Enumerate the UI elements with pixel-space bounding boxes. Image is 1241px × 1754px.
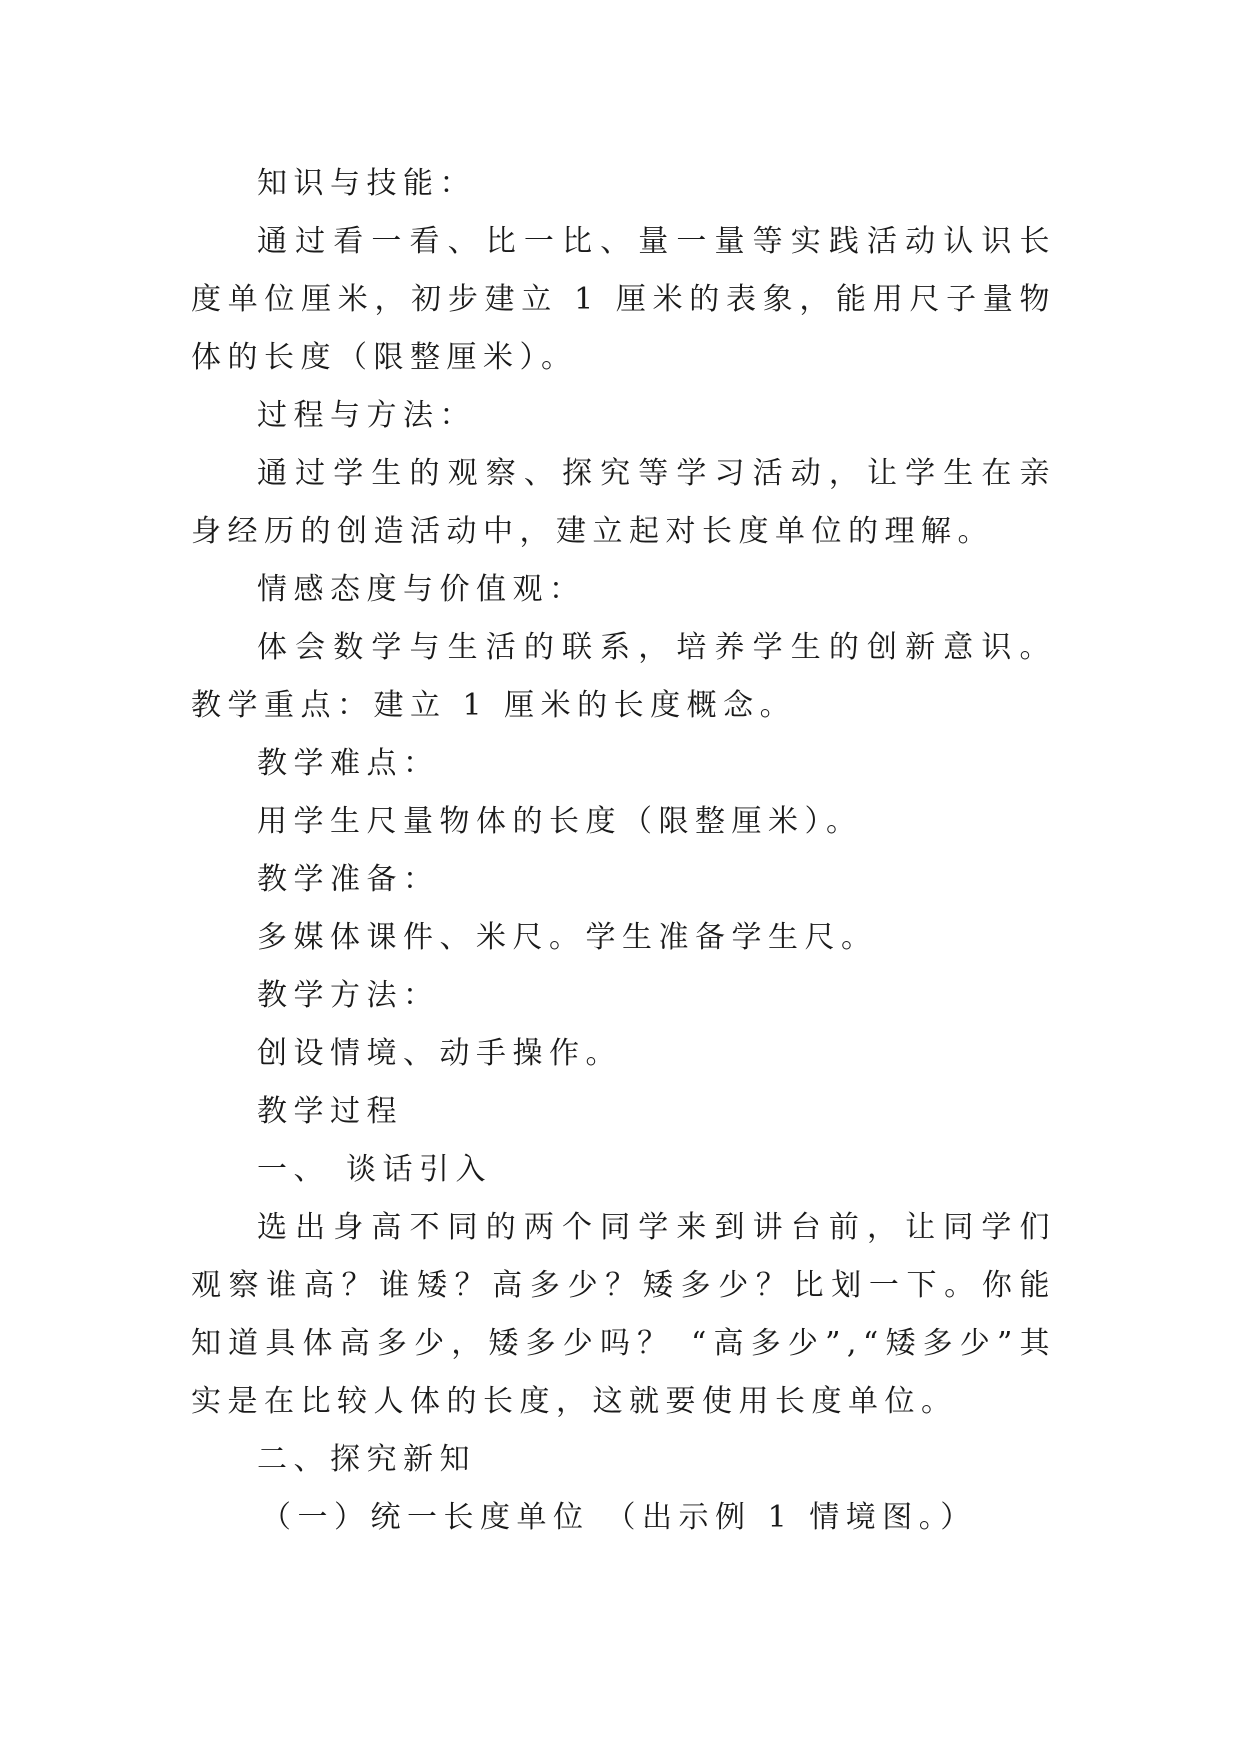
paragraph-teaching-preparation: 多媒体课件、米尺。学生准备学生尺。 — [257, 920, 878, 955]
document-page — [191, 155, 1056, 1547]
section-two-title: 二、探究新知 — [257, 1442, 476, 1477]
heading-emotion-values: 情感态度与价值观： — [257, 572, 586, 607]
heading-teaching-process: 教学过程 — [257, 1094, 403, 1129]
paragraph-section-one: 选出身高不同的两个同学来到讲台前，让同学们观察谁高？谁矮？高多少？矮多少？比划一下。你能知道具体高多少，矮多少吗？ “高多少”,“矮多少”其实是在比较人体的长度，这就要使用长度单位。 — [191, 1210, 1056, 1419]
heading-teaching-method: 教学方法： — [257, 978, 440, 1013]
subsection-one-title: （一）统一长度单位 （出示例 1 情境图。） — [261, 1500, 977, 1535]
heading-teaching-difficulty: 教学难点： — [257, 746, 440, 781]
paragraph-emotion-values: 体会数学与生活的联系，培养学生的创新意识。 教学重点：建立 1 厘米的长度概念。 — [191, 630, 1056, 723]
heading-knowledge-skills: 知识与技能： — [257, 166, 476, 201]
paragraph-teaching-difficulty: 用学生尺量物体的长度（限整厘米）。 — [257, 804, 863, 839]
section-one-title: 一、 谈话引入 — [257, 1152, 493, 1187]
paragraph-teaching-method: 创设情境、动手操作。 — [257, 1036, 622, 1071]
paragraph-process-method: 通过学生的观察、探究等学习活动，让学生在亲身经历的创造活动中，建立起对长度单位的理解。 — [191, 456, 1056, 549]
paragraph-knowledge-skills: 通过看一看、比一比、量一量等实践活动认识长度单位厘米，初步建立 1 厘米的表象，能用尺子量物体的长度（限整厘米）。 — [191, 224, 1056, 375]
heading-process-method: 过程与方法： — [257, 398, 476, 433]
heading-teaching-preparation: 教学准备： — [257, 862, 440, 897]
